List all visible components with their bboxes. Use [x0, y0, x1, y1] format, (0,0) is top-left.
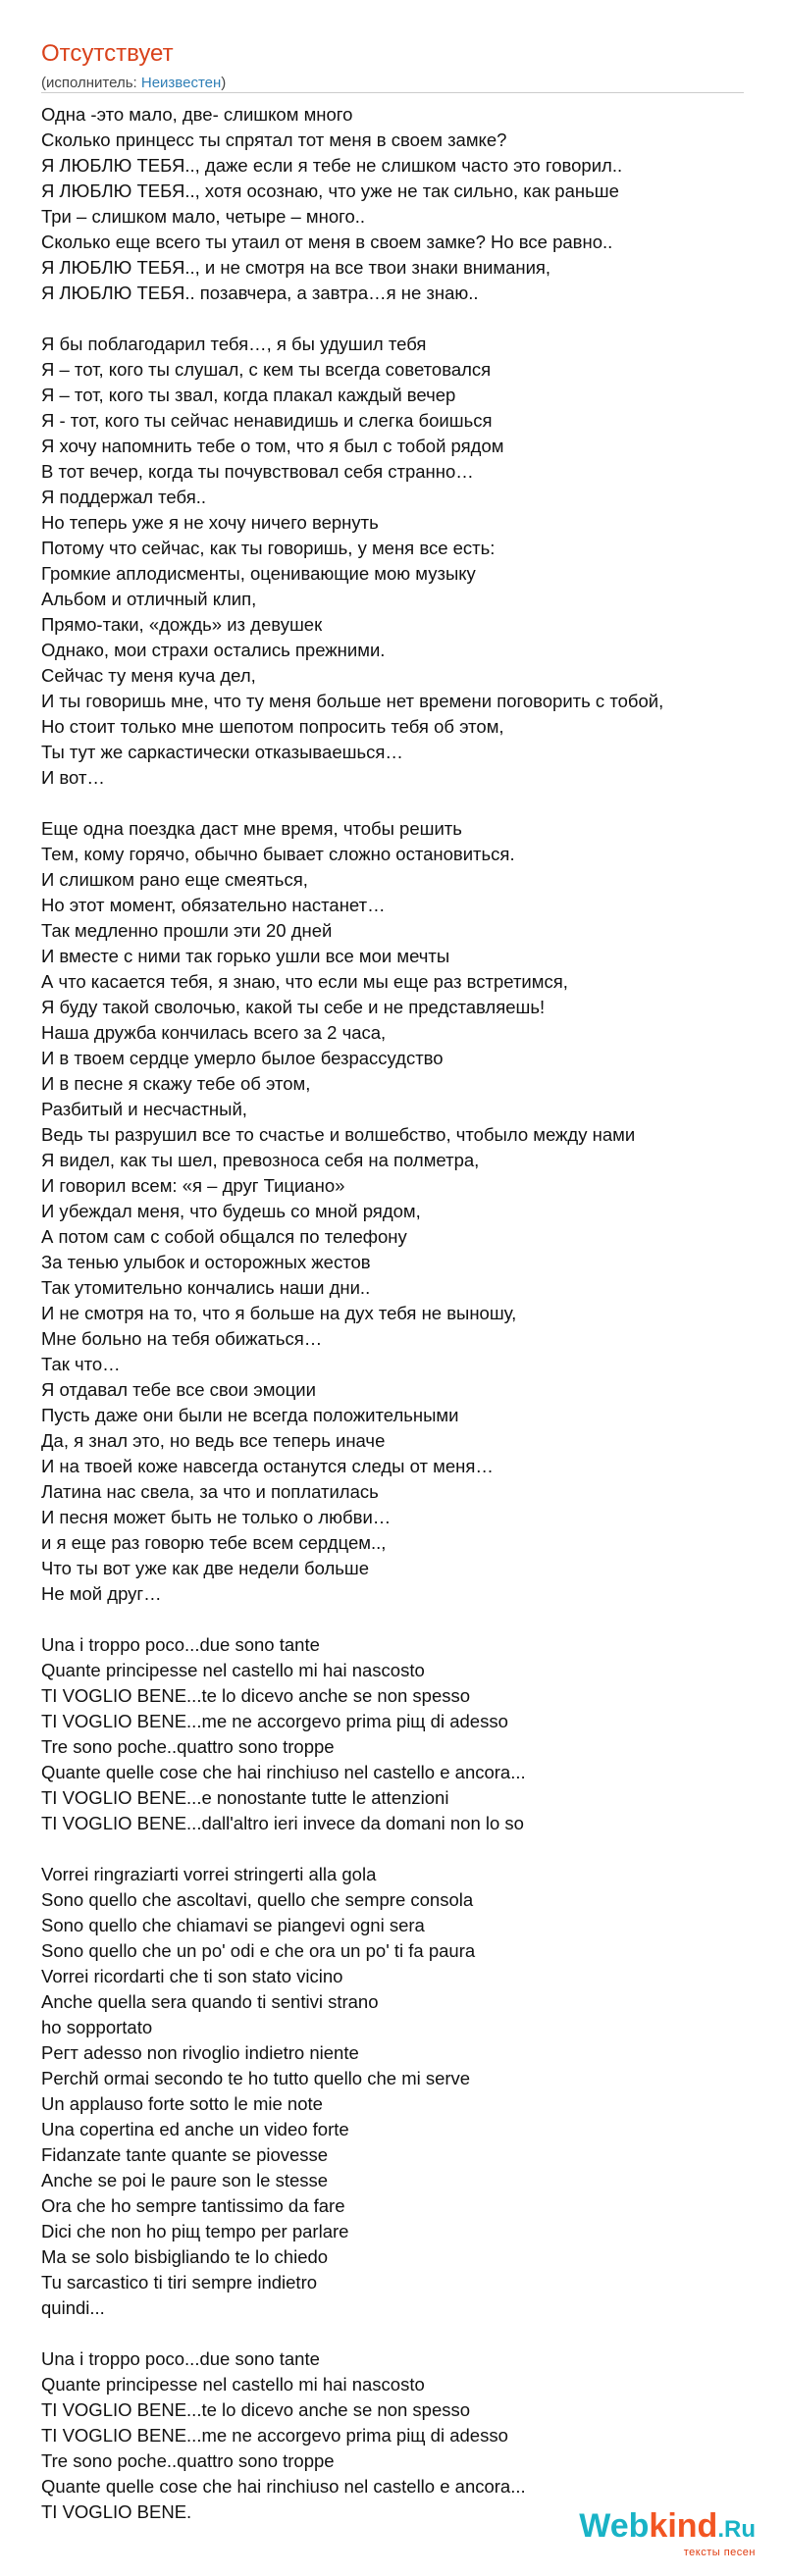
lyric-line: Sono quello che chiamavi se piangevi ogni sera — [41, 1915, 425, 1935]
lyric-line: TI VOGLIO BENE...me ne accorgevo prima piщ di adesso — [41, 2425, 508, 2446]
lyric-line: Una i troppo poco...due sono tante — [41, 1634, 320, 1655]
lyric-line: Так что… — [41, 1354, 121, 1374]
lyric-line: Я отдавал тебе все свои эмоции — [41, 1379, 316, 1400]
lyric-line: И вот… — [41, 767, 105, 788]
lyric-line: Одна -это мало, две- слишком много — [41, 104, 353, 125]
song-header — [41, 39, 744, 94]
lyric-line: Я поддержал тебя.. — [41, 487, 206, 507]
lyric-line: А что касается тебя, я знаю, что если мы еще раз встретимся, — [41, 971, 568, 992]
lyric-line: Я ЛЮБЛЮ ТЕБЯ.., даже если я тебе не слишком часто это говорил.. — [41, 155, 623, 176]
lyric-line: Я – тот, кого ты звал, когда плакал каждый вечер — [41, 385, 456, 405]
lyric-line: И убеждал меня, что будешь со мной рядом, — [41, 1201, 421, 1221]
logo-wordmark — [579, 2507, 756, 2549]
lyric-line: И не смотря на то, что я больше на дух тебя не выношу, — [41, 1303, 517, 1323]
lyric-line: Так утомительно кончались наши дни.. — [41, 1277, 371, 1298]
lyric-line: Я ЛЮБЛЮ ТЕБЯ.., хотя осознаю, что уже не так сильно, как раньше — [41, 180, 619, 201]
lyric-line: Peгт adesso non rivoglio indietro niente — [41, 2042, 359, 2063]
lyric-line: Сколько принцесс ты спрятал тот меня в своем замке? — [41, 129, 507, 150]
stanza-break — [41, 1836, 765, 1862]
lyric-line: Я буду такой сволочью, какой ты себе и не представляешь! — [41, 997, 546, 1017]
lyric-line: И ты говоришь мне, что ту меня больше нет времени поговорить с тобой, — [41, 691, 664, 711]
lyric-line: В тот вечер, когда ты почувствовал себя странно… — [41, 461, 474, 482]
lyric-line: Una copertina ed anche un video forte — [41, 2119, 349, 2139]
stanza-break — [41, 306, 765, 332]
lyric-line: Dici che non ho piщ tempo per parlare — [41, 2221, 349, 2241]
lyric-line: Сейчас ту меня куча дел, — [41, 665, 256, 686]
artist-suffix: ) — [221, 75, 227, 91]
lyric-line: и я еще раз говорю тебе всем сердцем.., — [41, 1532, 387, 1553]
lyric-line: TI VOGLIO BENE...me ne accorgevo prima piщ di adesso — [41, 1711, 508, 1731]
lyric-line: Тем, кому горячо, обычно бывает сложно остановиться. — [41, 844, 515, 864]
lyric-line: Разбитый и несчастный, — [41, 1099, 247, 1119]
lyric-line: TI VOGLIO BENE...te lo dicevo anche se non spesso — [41, 1685, 471, 1706]
lyric-line: quindi... — [41, 2297, 105, 2318]
logo-ru: .Ru — [717, 2516, 756, 2543]
lyric-line: Я – тот, кого ты слушал, с кем ты всегда советовался — [41, 359, 492, 380]
lyric-line: И вместе с ними так горько ушли все мои мечты — [41, 946, 450, 966]
lyric-line: И говорил всем: «я – друг Тициано» — [41, 1175, 345, 1196]
logo-tagline: тексты песен — [683, 2547, 756, 2558]
lyric-line: Fidanzate tante quante se piovesse — [41, 2144, 329, 2165]
lyric-line: Tre sono poche..quattro sono troppe — [41, 2450, 335, 2471]
lyric-line: Альбом и отличный клип, — [41, 589, 257, 609]
lyric-line: И слишком рано еще смеяться, — [41, 869, 308, 890]
lyric-line: Но стоит только мне шепотом попросить тебя об этом, — [41, 716, 504, 737]
lyric-line: Vorrei ricordarti che ti son stato vicino — [41, 1966, 343, 1986]
lyric-line: Однако, мои страхи остались прежними. — [41, 640, 386, 660]
lyric-line: Quante quelle cose che hai rinchiuso nel castello e ancora... — [41, 1762, 526, 1782]
lyric-line: Un applauso forte sotto le mie note — [41, 2093, 323, 2114]
lyric-line: Мне больно на тебя обижаться… — [41, 1328, 323, 1349]
lyric-line: Но этот момент, обязательно настанет… — [41, 895, 386, 915]
lyric-line: Я хочу напомнить тебе о том, что я был с тобой рядом — [41, 436, 504, 456]
site-logo[interactable] — [579, 2507, 756, 2558]
lyric-line: Perchй ormai secondo te ho tutto quello che mi serve — [41, 2068, 471, 2088]
lyric-line: Quante principesse nel castello mi hai nascosto — [41, 2374, 425, 2395]
lyric-line: Потому что сейчас, как ты говоришь, у меня все есть: — [41, 538, 496, 558]
logo-web: Web — [579, 2507, 650, 2545]
lyric-line: TI VOGLIO BENE...dall'altro ieri invece da domani non lo so — [41, 1813, 524, 1833]
lyric-line: Anche se poi le paure son le stesse — [41, 2170, 329, 2190]
lyric-line: Пусть даже они были не всегда положительными — [41, 1405, 459, 1425]
stanza-break — [41, 1607, 765, 1632]
lyrics-body — [41, 102, 765, 2525]
lyric-line: Еще одна поездка даст мне время, чтобы решить — [41, 818, 462, 839]
lyric-line: За тенью улыбок и осторожных жестов — [41, 1252, 371, 1272]
lyric-line: Quante principesse nel castello mi hai nascosto — [41, 1660, 425, 1680]
song-title: Отсутствует — [41, 40, 174, 67]
header-divider — [41, 92, 744, 93]
artist-prefix: (исполнитель: — [41, 75, 141, 91]
lyric-line: И в песне я скажу тебе об этом, — [41, 1073, 311, 1094]
lyric-line: Ты тут же саркастически отказываешься… — [41, 742, 403, 762]
lyric-line: Громкие аплодисменты, оценивающие мою музыку — [41, 563, 476, 584]
lyric-line: Una i troppo poco...due sono tante — [41, 2348, 320, 2369]
lyric-line: Я бы поблагодарил тебя…, я бы удушил тебя — [41, 334, 427, 354]
lyric-line: Прямо-таки, «дождь» из девушек — [41, 614, 323, 635]
lyric-line: И песня может быть не только о любви… — [41, 1507, 392, 1527]
lyric-line: Я видел, как ты шел, превозноса себя на полметра, — [41, 1150, 480, 1170]
lyric-line: И в твоем сердце умерло былое безрассудство — [41, 1048, 444, 1068]
lyric-line: Sono quello che ascoltavi, quello che sempre consola — [41, 1889, 474, 1910]
lyric-line: Tre sono poche..quattro sono troppe — [41, 1736, 335, 1757]
lyric-line: Я ЛЮБЛЮ ТЕБЯ.. позавчера, а завтра…я не знаю.. — [41, 283, 479, 303]
lyric-line: Ma se solo bisbigliando te lo chiedo — [41, 2246, 329, 2267]
lyric-line: Но теперь уже я не хочу ничего вернуть — [41, 512, 379, 533]
lyric-line: Я - тот, кого ты сейчас ненавидишь и слегка боишься — [41, 410, 493, 431]
artist-link[interactable]: Неизвестен — [140, 75, 222, 91]
lyric-line: Vorrei ringraziarti vorrei stringerti alla gola — [41, 1864, 377, 1884]
stanza-break — [41, 791, 765, 816]
lyric-line: TI VOGLIO BENE. — [41, 2501, 192, 2522]
lyric-line: TI VOGLIO BENE...te lo dicevo anche se non spesso — [41, 2399, 471, 2420]
lyric-line: Сколько еще всего ты утаил от меня в своем замке? Но все равно.. — [41, 232, 613, 252]
lyric-line: Quante quelle cose che hai rinchiuso nel castello e ancora... — [41, 2476, 526, 2497]
lyric-line: Да, я знал это, но ведь все теперь иначе — [41, 1430, 386, 1451]
lyric-line: Ведь ты разрушил все то счастье и волшебство, чтобыло между нами — [41, 1124, 636, 1145]
lyric-line: Я ЛЮБЛЮ ТЕБЯ.., и не смотря на все твои знаки внимания, — [41, 257, 551, 278]
lyric-line: А потом сам с собой общался по телефону — [41, 1226, 407, 1247]
stanza-break — [41, 2321, 765, 2346]
lyric-line: Наша дружба кончилась всего за 2 часа, — [41, 1022, 387, 1043]
lyric-line: Латина нас свела, за что и поплатилась — [41, 1481, 379, 1502]
lyric-line: Так медленно прошли эти 20 дней — [41, 920, 333, 941]
lyric-line: Tu sarcastico ti tiri sempre indietro — [41, 2272, 318, 2293]
lyric-line: Anche quella sera quando ti sentivi strano — [41, 1991, 379, 2012]
lyric-line: ho sopportato — [41, 2017, 153, 2037]
lyric-line: TI VOGLIO BENE...e nonostante tutte le attenzioni — [41, 1787, 449, 1808]
artist-line — [41, 73, 744, 94]
lyric-line: Ora che ho sempre tantissimo da fare — [41, 2195, 345, 2216]
logo-kind: kind — [649, 2507, 718, 2545]
lyric-line: Sono quello che un po' odi e che ora un po' ti fa paura — [41, 1940, 476, 1961]
lyric-line: Не мой друг… — [41, 1583, 162, 1604]
lyric-line: И на твоей коже навсегда останутся следы от меня… — [41, 1456, 494, 1476]
lyric-line: Три – слишком мало, четыре – много.. — [41, 206, 366, 227]
lyric-line: Что ты вот уже как две недели больше — [41, 1558, 370, 1578]
